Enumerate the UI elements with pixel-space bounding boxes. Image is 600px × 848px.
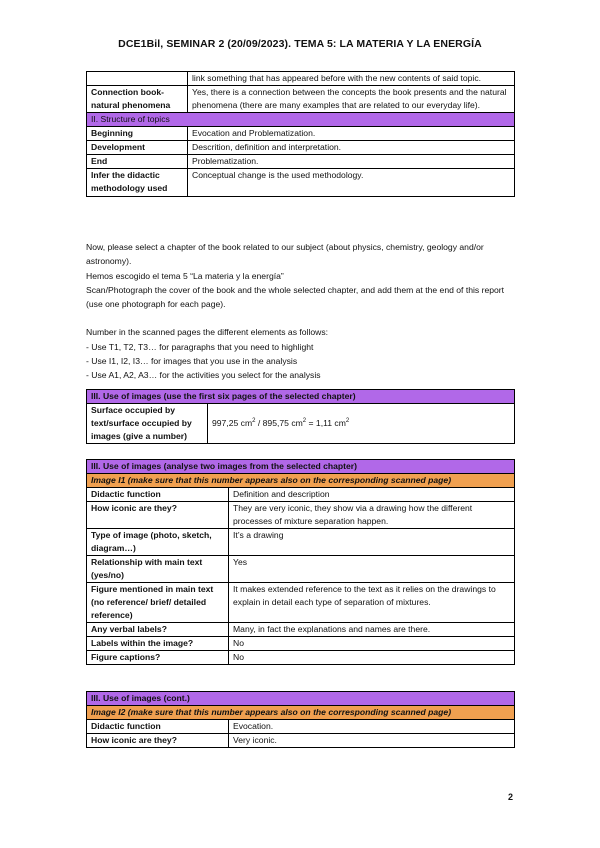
cell-value: They are very iconic, they show via a drawing how the different processes of mixture separation happen. — [229, 502, 515, 529]
page-number: 2 — [508, 792, 514, 802]
cell-label: Figure mentioned in main text (no reference/ brief/ detailed reference) — [87, 583, 229, 623]
table-row — [87, 637, 515, 651]
section-header-row — [87, 460, 515, 474]
cell-value: Yes, there is a connection between the concepts the book presents and the natural phenomena (there are many examples that are related to our everyday life). — [188, 86, 515, 113]
cell-label: Figure captions? — [87, 651, 229, 665]
cell-value: Yes — [229, 556, 515, 583]
table-row — [87, 404, 515, 444]
cell-value — [208, 404, 515, 444]
table-row — [87, 651, 515, 665]
cell-label: Beginning — [87, 127, 188, 141]
cell-label: Type of image (photo, sketch, diagram…) — [87, 529, 229, 556]
cell-label: Any verbal labels? — [87, 623, 229, 637]
value-part: 997,25 cm — [212, 418, 253, 428]
list-item: - Use A1, A2, A3… for the activities you select for the analysis — [86, 370, 321, 381]
paragraph: Hemos escogido el tema 5 “La materia y la energía” — [86, 270, 284, 281]
subheader: Image I2 (make sure that this number appears also on the corresponding scanned page) — [87, 706, 515, 720]
table-row — [87, 734, 515, 748]
image-i2-table — [86, 691, 515, 748]
subheader-row — [87, 706, 515, 720]
cell-value: It’s a drawing — [229, 529, 515, 556]
value-part: / 895,75 cm — [255, 418, 303, 428]
cell-value: Definition and description — [229, 488, 515, 502]
table-row — [87, 623, 515, 637]
cell-label: How iconic are they? — [87, 502, 229, 529]
table-row — [87, 502, 515, 529]
cell-value: It makes extended reference to the text as it relies on the drawings to explain in detail each type of separation of mixtures. — [229, 583, 515, 623]
paragraph: Scan/Photograph the cover of the book and the whole selected chapter, and add them at the end of this report (use one photograph for each page). — [86, 284, 505, 310]
cell-value: Descrition, definition and interpretation. — [188, 141, 515, 155]
subheader: Image I1 (make sure that this number appears also on the corresponding scanned page) — [87, 474, 515, 488]
surface-table — [86, 389, 515, 444]
cell-label: Relationship with main text (yes/no) — [87, 556, 229, 583]
cell-label: Surface occupied by text/surface occupied by images (give a number) — [87, 404, 208, 444]
cell-label: Didactic function — [87, 488, 229, 502]
cell-label: How iconic are they? — [87, 734, 229, 748]
table-row — [87, 529, 515, 556]
section-header: III. Use of images (analyse two images from the selected chapter) — [87, 460, 515, 474]
cell-label: Development — [87, 141, 188, 155]
table-row — [87, 72, 515, 86]
intro-text — [86, 240, 521, 383]
cell-value: Evocation and Problematization. — [188, 127, 515, 141]
empty-cell — [87, 72, 188, 86]
cell-value: link something that has appeared before with the new contents of said topic. — [188, 72, 515, 86]
cell-label: Connection book-natural phenomena — [87, 86, 188, 113]
cell-value: Evocation. — [229, 720, 515, 734]
cell-value: No — [229, 637, 515, 651]
cell-label: Infer the didactic methodology used — [87, 169, 188, 197]
page-header: DCE1Bil, SEMINAR 2 (20/09/2023). TEMA 5: LA MATERIA Y LA ENERGÍA — [118, 38, 482, 50]
cell-label: Didactic function — [87, 720, 229, 734]
table-row — [87, 141, 515, 155]
structure-table — [86, 71, 515, 197]
cell-label: Labels within the image? — [87, 637, 229, 651]
superscript: 2 — [345, 418, 350, 425]
image-i1-table — [86, 459, 515, 665]
paragraph: Now, please select a chapter of the book related to our subject (about physics, chemistry, geology and/or astronomy). — [86, 242, 484, 267]
table-row — [87, 127, 515, 141]
subheader-row — [87, 474, 515, 488]
table-row — [87, 155, 515, 169]
table-row — [87, 556, 515, 583]
table-row — [87, 169, 515, 197]
cell-value: No — [229, 651, 515, 665]
section-header-row — [87, 390, 515, 404]
value-part: = 1,11 cm — [306, 418, 346, 428]
table-row — [87, 720, 515, 734]
list-item: - Use T1, T2, T3… for paragraphs that you need to highlight — [86, 341, 314, 352]
table-row — [87, 86, 515, 113]
cell-value: Many, in fact the explanations and names are there. — [229, 623, 515, 637]
cell-value: Very iconic. — [229, 734, 515, 748]
section-header-row — [87, 692, 515, 706]
cell-label: End — [87, 155, 188, 169]
table-row — [87, 583, 515, 623]
list-item: - Use I1, I2, I3… for images that you use in the analysis — [86, 356, 298, 367]
table-row — [87, 488, 515, 502]
section-header: III. Use of images (cont.) — [87, 692, 515, 706]
cell-value: Conceptual change is the used methodology. — [188, 169, 515, 197]
cell-value: Problematization. — [188, 155, 515, 169]
section-header-row — [87, 113, 515, 127]
paragraph: Number in the scanned pages the different elements as follows: — [86, 327, 329, 338]
section-header: III. Use of images (use the first six pages of the selected chapter) — [87, 390, 515, 404]
superscript: 2 — [252, 418, 256, 425]
superscript: 2 — [302, 418, 307, 425]
section-header: II. Structure of topics — [87, 113, 515, 127]
